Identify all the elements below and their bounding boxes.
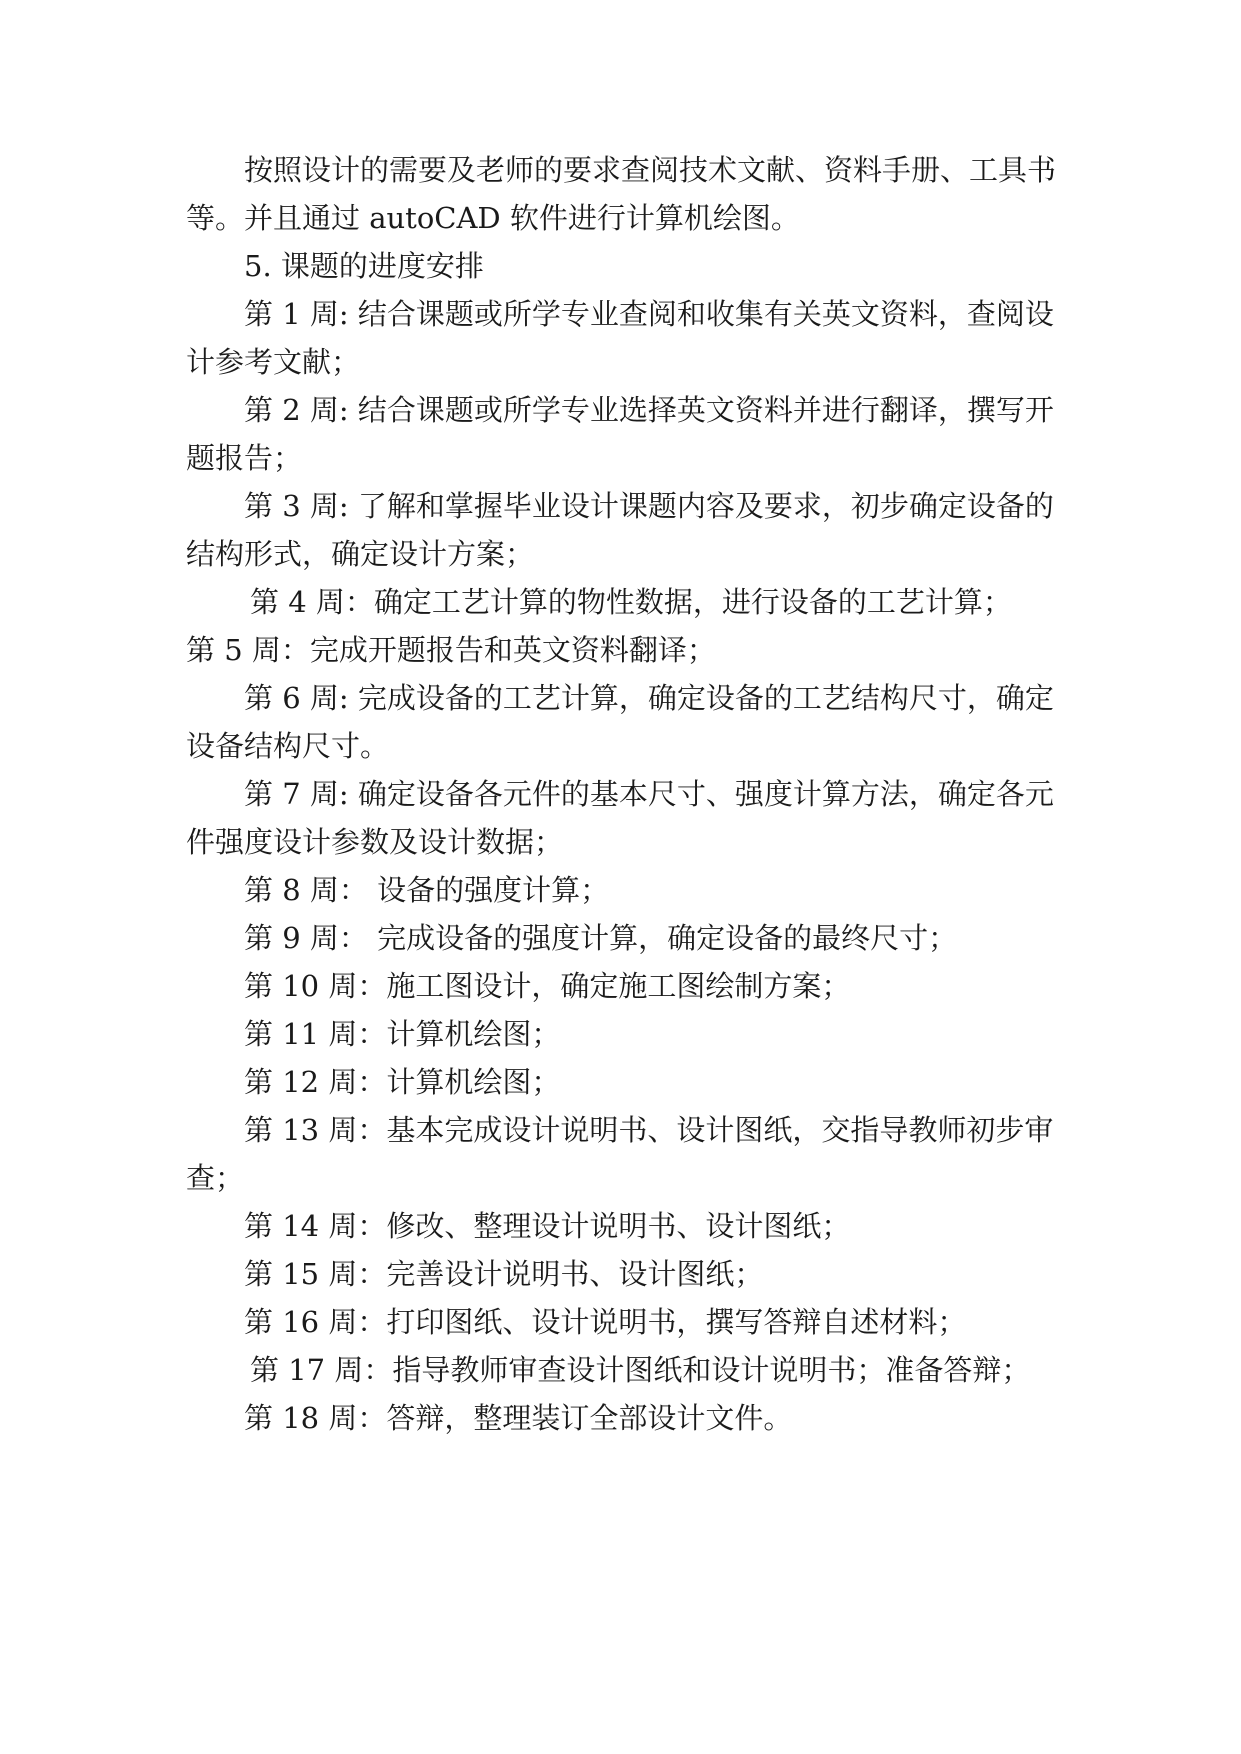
schedule-week-8: 第 8 周： 设备的强度计算； [244,873,610,907]
schedule-week-7: 第 7 周: 确定设备各元件的基本尺寸、强度计算方法，确定各元件强度设计参数及设计数据； [186,777,1054,859]
schedule-week-17: 第 17 周：指导教师审查设计图纸和设计说明书；准备答辩； [250,1353,1031,1387]
schedule-week-13: 第 13 周：基本完成设计说明书、设计图纸，交指导教师初步审查； [186,1113,1054,1195]
schedule-week-11: 第 11 周：计算机绘图； [244,1017,561,1051]
schedule-week-15: 第 15 周：完善设计说明书、设计图纸； [244,1257,764,1291]
schedule-week-12: 第 12 周：计算机绘图； [244,1065,561,1099]
schedule-week-4: 第 4 周：确定工艺计算的物性数据，进行设备的工艺计算； [250,585,1012,619]
schedule-week-16: 第 16 周：打印图纸、设计说明书，撰写答辩自述材料； [244,1305,967,1339]
schedule-week-2: 第 2 周: 结合课题或所学专业选择英文资料并进行翻译，撰写开题报告； [186,393,1054,475]
schedule-week-18: 第 18 周：答辩，整理装订全部设计文件。 [244,1401,793,1435]
body-text [186,146,1056,1442]
section-heading-schedule: 5. 课题的进度安排 [244,249,484,283]
schedule-week-3: 第 3 周: 了解和掌握毕业设计课题内容及要求，初步确定设备的结构形式，确定设计方案； [186,489,1054,571]
schedule-week-6: 第 6 周: 完成设备的工艺计算，确定设备的工艺结构尺寸，确定设备结构尺寸。 [186,681,1054,763]
schedule-week-1: 第 1 周: 结合课题或所学专业查阅和收集有关英文资料，查阅设计参考文献； [186,297,1054,379]
paragraph-references: 按照设计的需要及老师的要求查阅技术文献、资料手册、工具书等。并且通过 autoCAD 软件进行计算机绘图。 [186,153,1057,235]
schedule-week-5: 第 5 周：完成开题报告和英文资料翻译； [186,633,716,667]
schedule-week-14: 第 14 周：修改、整理设计说明书、设计图纸； [244,1209,851,1243]
schedule-week-9: 第 9 周： 完成设备的强度计算，确定设备的最终尺寸； [244,921,958,955]
schedule-week-10: 第 10 周：施工图设计，确定施工图绘制方案； [244,969,851,1003]
